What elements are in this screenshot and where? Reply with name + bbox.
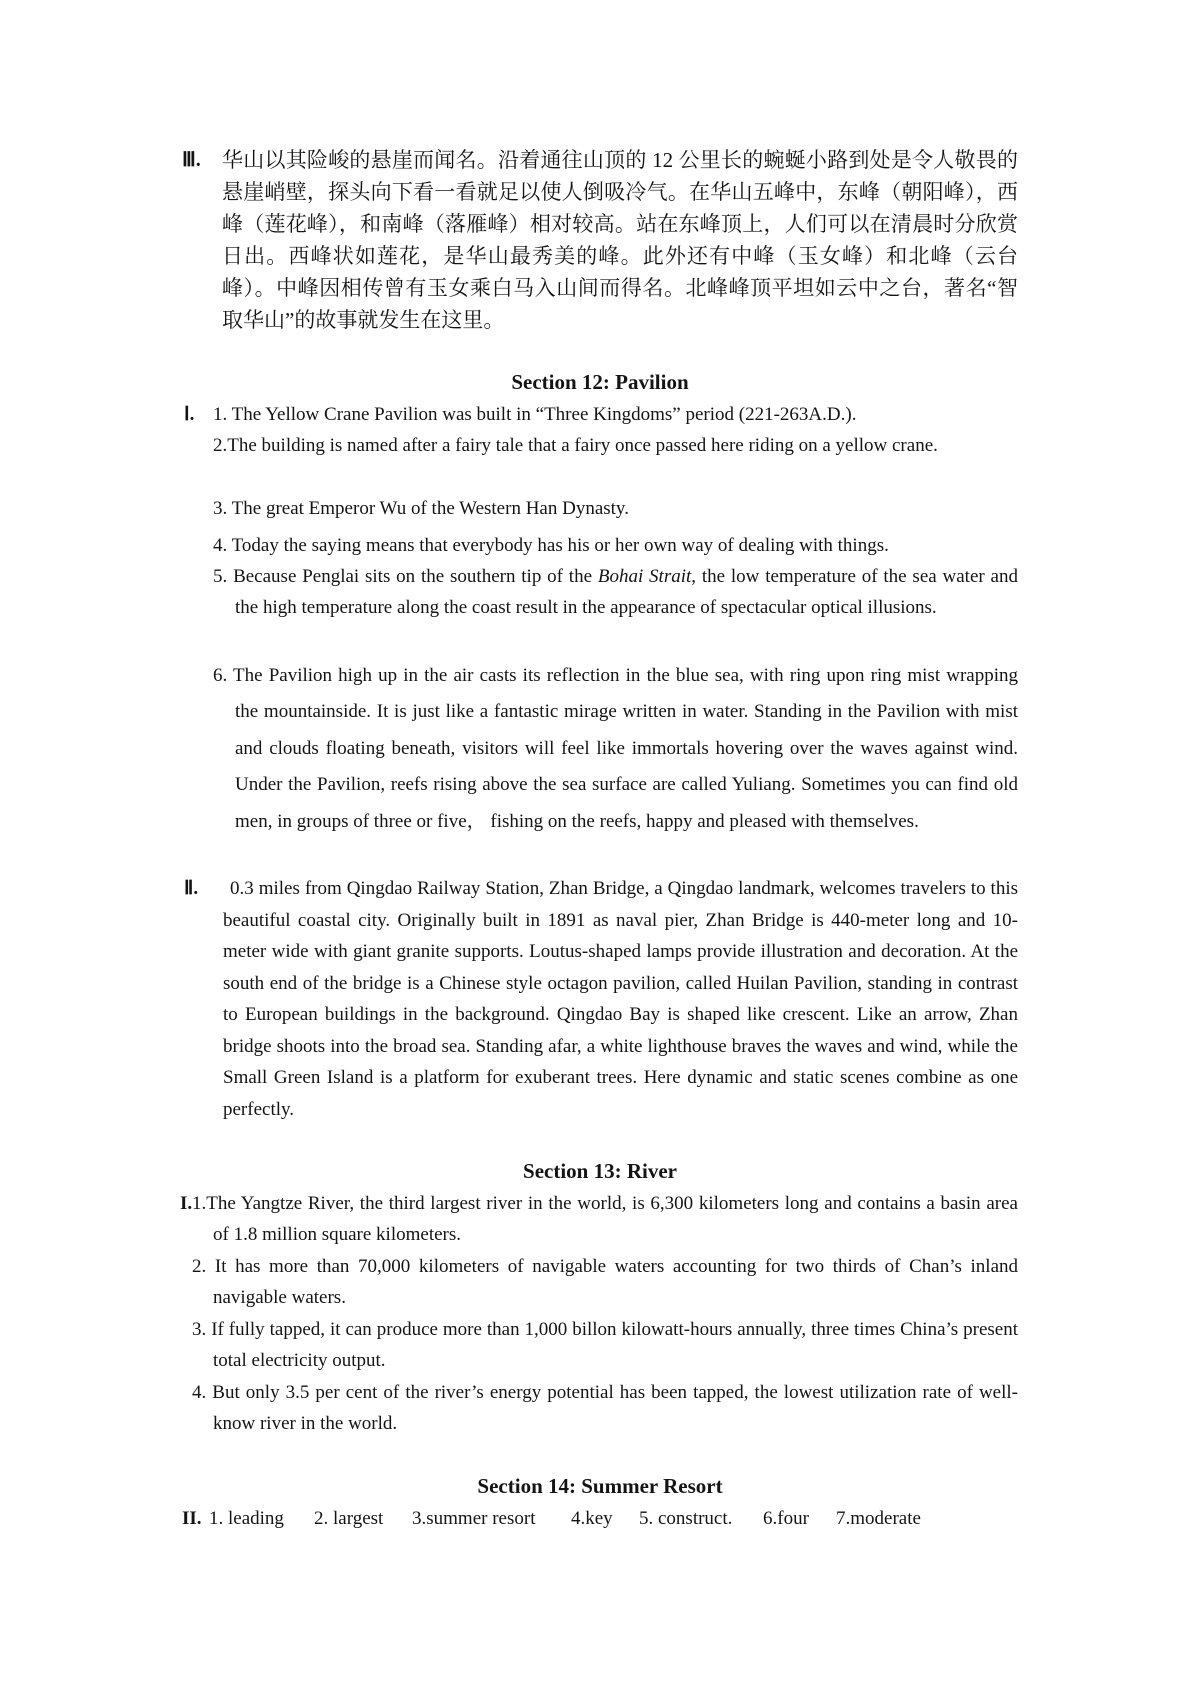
section-13-answer-3: 3. If fully tapped, it can produce more than 1,000 billon kilowatt-hours annually, three times China’s present total electricity output.	[192, 1318, 1018, 1371]
answer-5-text-end: , the low temperature of the sea water and the high temperature along the coast result in the appearance of spectacular optical illusions.	[235, 565, 1018, 618]
section-12-heading: Section 12: Pavilion	[511, 370, 689, 394]
section-12-answer-2: 2.The building is named after a fairy tale that a fairy once passed here riding on a yellow crane.	[213, 435, 938, 456]
section-14-answer: 2. largest	[314, 1507, 384, 1529]
section-12-part-ii-paragraph: 0.3 miles from Qingdao Railway Station, Zhan Bridge, a Qingdao landmark, welcomes travelers to this beautiful coastal city. Originally built in 1891 as naval pier, Zhan Bridge is 440-meter long and 10-meter wide with giant granite supports. Loutus-shaped lamps provide illustration and decoration. At the south end of the bridge is a Chinese style octagon pavilion, called Huilan Pavilion, standing in contrast to European buildings in the background. Qingdao Bay is shaped like crescent. Like an arrow, Zhan bridge shoots into the broad sea. Standing afar, a white lighthouse braves the waves and wind, while the Small Green Island is a platform for exuberant trees. Here dynamic and static scenes combine as one perfectly.	[223, 878, 1018, 1120]
section-12-part-ii-marker: Ⅱ.	[184, 878, 199, 899]
section-12-answer-4: 4. Today the saying means that everybody has his or her own way of dealing with things.	[213, 534, 889, 556]
section-14-answer: 5. construct.	[639, 1507, 733, 1529]
section-13-heading: Section 13: River	[523, 1159, 677, 1183]
section-14-answer: 7.moderate	[836, 1507, 921, 1529]
answer-5-text-start: 5. Because Penglai sits on the southern tip of the	[213, 565, 598, 587]
section-13-answer-1: 1.The Yangtze River, the third largest river in the world, is 6,300 kilometers long and contains a basin area of 1.8 million square kilometers.	[192, 1192, 1018, 1245]
section-14-part-ii-marker: II.	[182, 1507, 202, 1529]
section-13-part-i-marker: I.	[180, 1192, 193, 1214]
section-14-answer: 1. leading	[209, 1507, 284, 1529]
part-iii-chinese-paragraph: 华山以其险峻的悬崖而闻名。沿着通往山顶的 12 公里长的蜿蜒小路到处是令人敬畏的悬崖峭壁，探头向下看一看就足以使人倒吸冷气。在华山五峰中，东峰（朝阳峰），西峰（莲花峰），和南峰（落雁峰）相对较高。站在东峰顶上，人们可以在清晨时分欣赏日出。西峰状如莲花，是华山最秀美的峰。此外还有中峰（玉女峰）和北峰（云台峰）。中峰因相传曾有玉女乘白马入山间而得名。北峰峰顶平坦如云中之台，著名“智取华山”的故事就发生在这里。	[222, 148, 1018, 332]
section-12-answer-3: 3. The great Emperor Wu of the Western Han Dynasty.	[213, 497, 629, 519]
section-14-answer: 6.four	[763, 1507, 809, 1529]
answer-5-italic-place-name: Bohai Strait	[597, 565, 692, 587]
part-iii-marker: Ⅲ.	[182, 149, 201, 171]
section-14-heading: Section 14: Summer Resort	[477, 1474, 723, 1498]
section-12-answer-6: 6. The Pavilion high up in the air casts its reflection in the blue sea, with ring upon ring mist wrapping the mountainside. It is just like a fantastic mirage written in water. Standing in the Pavilion with mist and clouds floating beneath, visitors will feel like immortals hovering over the waves against wind. Under the Pavilion, reefs rising above the sea surface are called Yuliang. Sometimes you can find old men, in groups of three or five， fishing on the reefs, happy and pleased with themselves.	[213, 665, 1018, 832]
section-13-answer-4: 4. But only 3.5 per cent of the river’s energy potential has been tapped, the lowest utilization rate of well-know river in the world.	[192, 1381, 1018, 1434]
section-14-answer: 3.summer resort	[412, 1507, 536, 1529]
section-12-part-i-marker: Ⅰ.	[184, 403, 195, 425]
section-14-answer: 4.key	[571, 1507, 613, 1529]
section-12-answer-5	[213, 561, 1018, 624]
section-12-answer-1: 1. The Yellow Crane Pavilion was built in “Three Kingdoms” period (221-263A.D.).	[213, 403, 857, 425]
section-13-answer-2: 2. It has more than 70,000 kilometers of navigable waters accounting for two thirds of Chan’s inland navigable waters.	[192, 1255, 1018, 1308]
